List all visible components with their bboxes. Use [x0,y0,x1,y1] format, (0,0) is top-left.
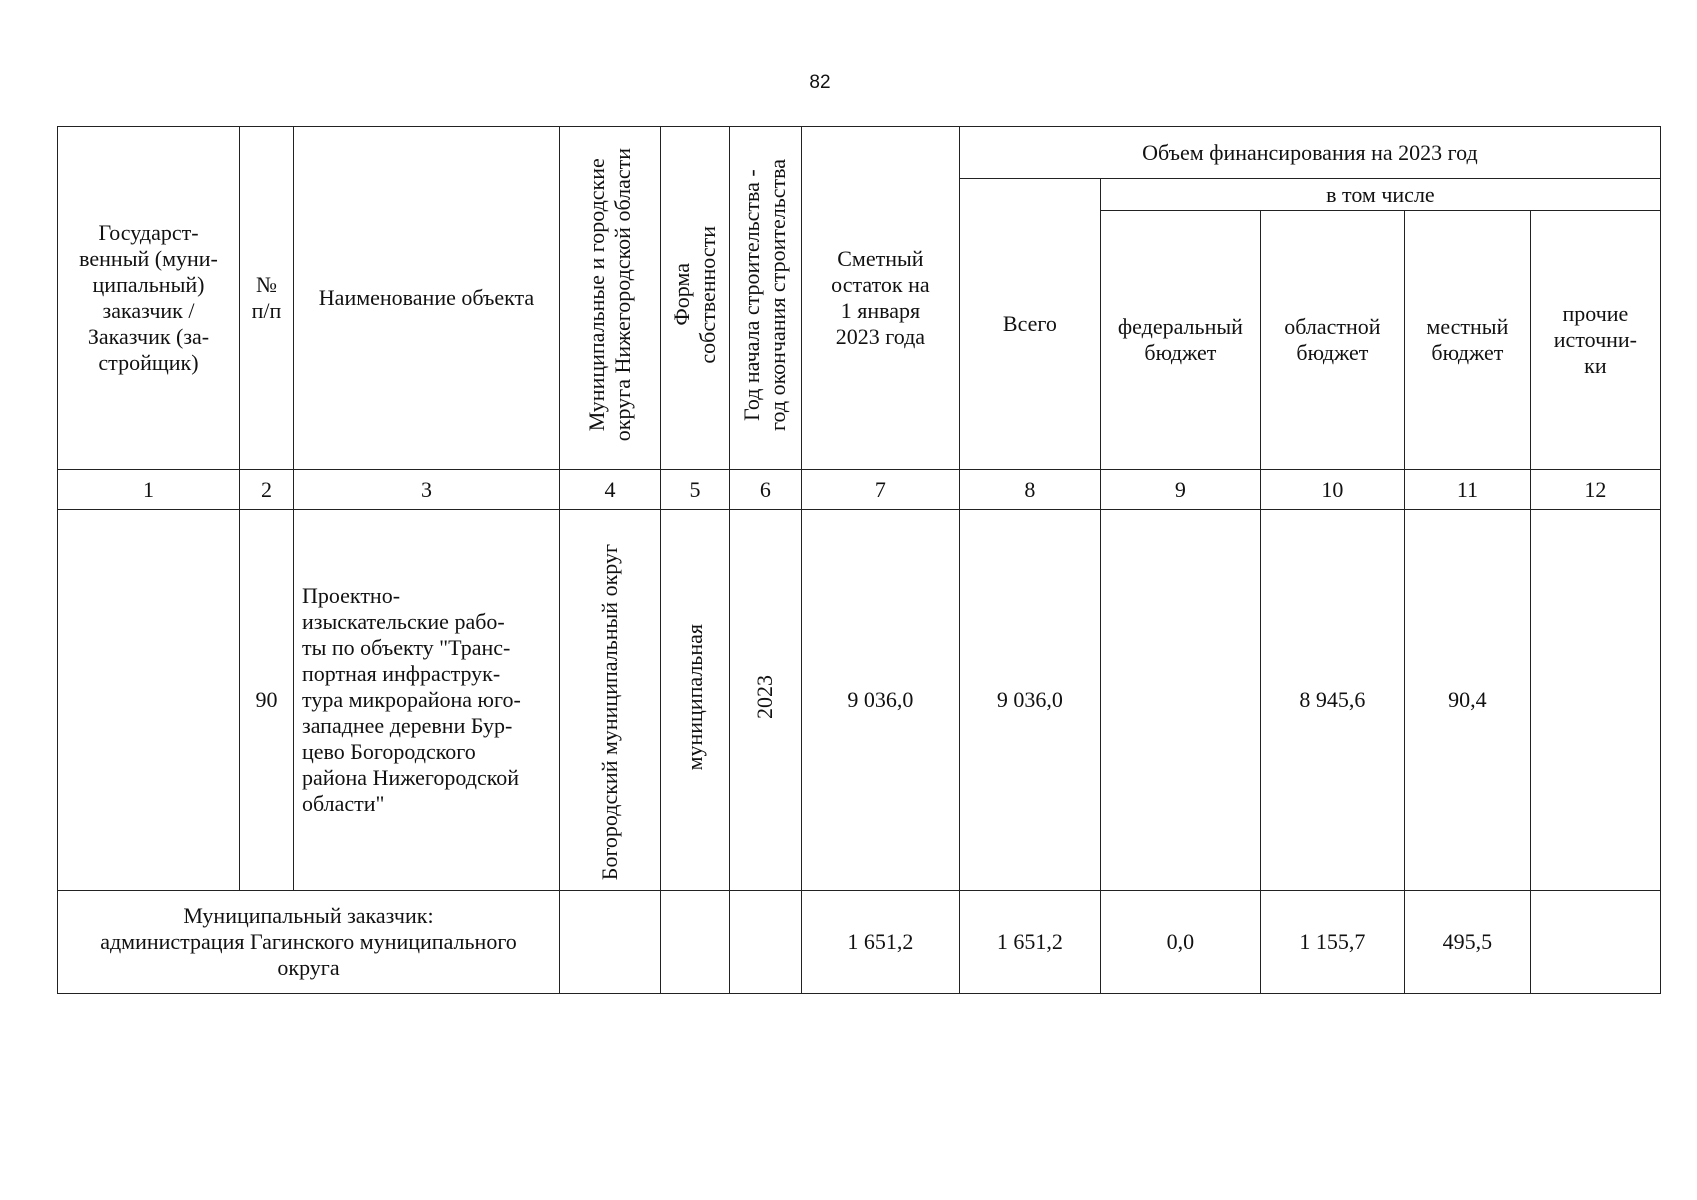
column-number: 6 [729,470,801,510]
row-municipality-text: Богородский муниципальный округ [597,543,623,881]
header-customer [58,127,240,470]
header-num [240,127,294,470]
header-federal [1100,211,1260,470]
summary-years [729,891,801,994]
summary-label-text: Муниципальный заказчик: администрация Гагинского муниципального округа [100,903,517,980]
column-number: 2 [240,470,294,510]
summary-local: 495,5 [1404,891,1530,994]
header-other [1530,211,1660,470]
header-num-text: № п/п [251,272,282,323]
header-including [1100,179,1660,211]
row-ownership-text: муниципальная [681,623,707,771]
row-years [729,510,801,891]
header-funding-title [959,127,1660,179]
header-ownership [661,127,730,470]
row-ownership [661,510,730,891]
summary-label [58,891,560,994]
page-number: 82 [809,72,831,93]
summary-row [58,891,1661,994]
header-estimate [801,127,959,470]
column-number: 9 [1100,470,1260,510]
column-number: 1 [58,470,240,510]
column-number: 11 [1404,470,1530,510]
row-num: 90 [240,510,294,891]
row-object-name [294,510,560,891]
row-years-text: 2023 [752,675,778,720]
table-row [58,510,1661,891]
row-object-name-text: Проектно- изыскательские рабо- ты по объекту "Транс- портная инфраструк- тура микрорайона юго- западнее деревни Бур- цево Богородского района Нижегородской области" [302,583,521,816]
header-total [959,179,1100,470]
header-municipality [560,127,661,470]
header-estimate-text: Сметный остаток на 1 января 2023 года [831,246,930,349]
header-federal-text: федеральный бюджет [1117,314,1243,365]
summary-regional: 1 155,7 [1260,891,1404,994]
column-number: 5 [661,470,730,510]
header-including-text: в том числе [1326,181,1435,207]
row-federal [1100,510,1260,891]
header-local [1404,211,1530,470]
summary-municipality [560,891,661,994]
row-total: 9 036,0 [959,510,1100,891]
summary-other [1530,891,1660,994]
header-regional [1260,211,1404,470]
summary-federal: 0,0 [1100,891,1260,994]
header-customer-text: Государст- венный (муни- ципальный) заказчик / Заказчик (за- стройщик) [79,220,218,375]
row-estimate: 9 036,0 [801,510,959,891]
header-funding-title-text: Объем финансирования на 2023 год [1142,139,1478,165]
column-number: 8 [959,470,1100,510]
row-municipality [560,510,661,891]
header-years [729,127,801,470]
header-regional-text: областной бюджет [1284,314,1381,365]
column-number: 4 [560,470,661,510]
summary-ownership [661,891,730,994]
row-other [1530,510,1660,891]
summary-total: 1 651,2 [959,891,1100,994]
summary-estimate: 1 651,2 [801,891,959,994]
column-number: 10 [1260,470,1404,510]
column-number: 7 [801,470,959,510]
header-object-name-text: Наименование объекта [318,285,535,311]
row-customer [58,510,240,891]
column-numbers-row [58,470,1661,510]
column-number: 3 [294,470,560,510]
row-local: 90,4 [1404,510,1530,891]
column-number: 12 [1530,470,1660,510]
header-years-text: Год начала строительства - год окончания строительства [739,159,791,431]
row-regional: 8 945,6 [1260,510,1404,891]
header-ownership-text: Форма собственности [669,226,720,364]
funding-table [57,126,1661,994]
header-local-text: местный бюджет [1426,314,1509,365]
header-other-text: прочие источни- ки [1553,301,1638,378]
header-object-name [294,127,560,470]
header-total-text: Всего [1002,311,1057,337]
header-municipality-text: Муниципальные и городские округа Нижегородской области [584,148,635,442]
